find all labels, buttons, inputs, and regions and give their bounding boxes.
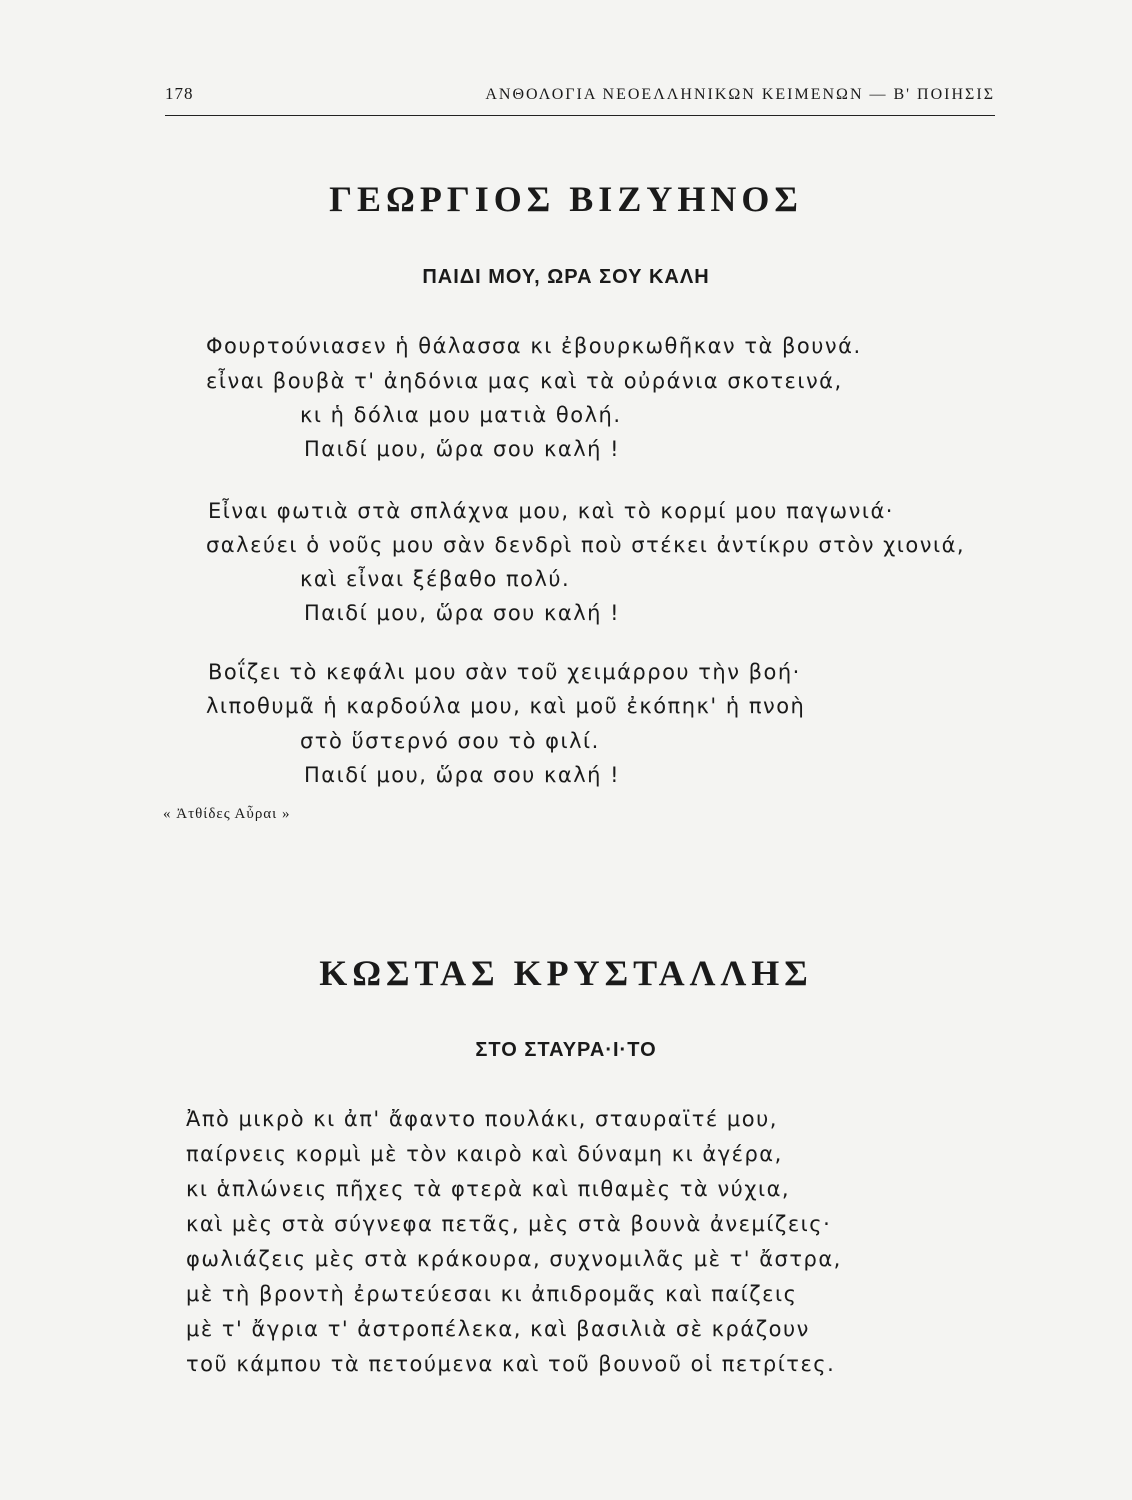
source-note: « Ἀτθίδες Αὖραι » — [163, 806, 291, 822]
author-heading: ΚΩΣΤΑΣ ΚΡΥΣΤΑΛΛΗΣ — [319, 953, 813, 993]
running-header — [165, 84, 995, 114]
verse-line: εἶναι βουβὰ τ' ἀηδόνια μας καὶ τὰ οὐράνια σκοτεινά, — [206, 369, 843, 393]
verse-line: λιποθυμᾶ ἡ καρδούλα μου, καὶ μοῦ ἐκόπηκ' ἡ πνοὴ — [206, 694, 806, 718]
verse-line: μὲ τ' ἄγρια τ' ἀστροπέλεκα, καὶ βασιλιὰ σὲ κράζουν — [186, 1317, 810, 1341]
page-number: 178 — [165, 84, 194, 103]
verse-line: Φουρτούνιασεν ἡ θάλασσα κι ἐβουρκωθῆκαν τὰ βουνά. — [206, 334, 862, 358]
verse-line: σαλεύει ὁ νοῦς μου σὰν δενδρὶ ποὺ στέκει ἀντίκρυ στὸν χιονιά, — [206, 533, 966, 557]
refrain-line: Παιδί μου, ὥρα σου καλή ! — [304, 437, 621, 461]
verse-line: Ἀπὸ μικρὸ κι ἀπ' ἄφαντο πουλάκι, σταυραϊτέ μου, — [186, 1107, 778, 1131]
verse-line: κι ἡ δόλια μου ματιὰ θολή. — [300, 403, 622, 427]
verse-line: τοῦ κάμπου τὰ πετούμενα καὶ τοῦ βουνοῦ οἱ πετρίτες. — [186, 1352, 836, 1376]
verse-line: κι ἁπλώνεις πῆχες τὰ φτερὰ καὶ πιθαμὲς τὰ νύχια, — [186, 1177, 791, 1201]
verse-line: φωλιάζεις μὲς στὰ κράκουρα, συχνομιλᾶς μὲ τ' ἄστρα, — [186, 1247, 842, 1271]
verse-line: καὶ εἶναι ξέβαθο πολύ. — [300, 567, 571, 591]
refrain-line: Παιδί μου, ὥρα σου καλή ! — [304, 601, 621, 625]
poem-title: ΣΤΟ ΣΤΑΥΡΑ·Ι·ΤΟ — [475, 1039, 657, 1061]
verse-line: Βοΐζει τὸ κεφάλι μου σὰν τοῦ χειμάρρου τὴν βοή· — [208, 660, 801, 684]
poem-title: ΠΑΙΔΙ ΜΟΥ, ΩΡΑ ΣΟΥ ΚΑΛΗ — [422, 266, 710, 288]
author-heading: ΓΕΩΡΓΙΟΣ ΒΙΖΥΗΝΟΣ — [329, 179, 803, 219]
refrain-line: Παιδί μου, ὥρα σου καλή ! — [304, 763, 621, 787]
running-title: ΑΝΘΟΛΟΓΙΑ ΝΕΟΕΛΛΗΝΙΚΩΝ ΚΕΙΜΕΝΩΝ — Β' ΠΟΙΗΣΙΣ — [485, 86, 995, 103]
verse-line: μὲ τὴ βροντὴ ἐρωτεύεσαι κι ἀπιδρομᾶς καὶ παίζεις — [186, 1282, 798, 1306]
verse-line: παίρνεις κορμὶ μὲ τὸν καιρὸ καὶ δύναμη κι ἀγέρα, — [186, 1142, 783, 1166]
header-rule — [165, 115, 995, 116]
verse-line: καὶ μὲς στὰ σύγνεφα πετᾶς, μὲς στὰ βουνὰ ἀνεμίζεις· — [186, 1212, 832, 1236]
verse-line: Εἶναι φωτιὰ στὰ σπλάχνα μου, καὶ τὸ κορμί μου παγωνιά· — [208, 499, 894, 523]
verse-line: στὸ ὕστερνό σου τὸ φιλί. — [300, 729, 600, 753]
